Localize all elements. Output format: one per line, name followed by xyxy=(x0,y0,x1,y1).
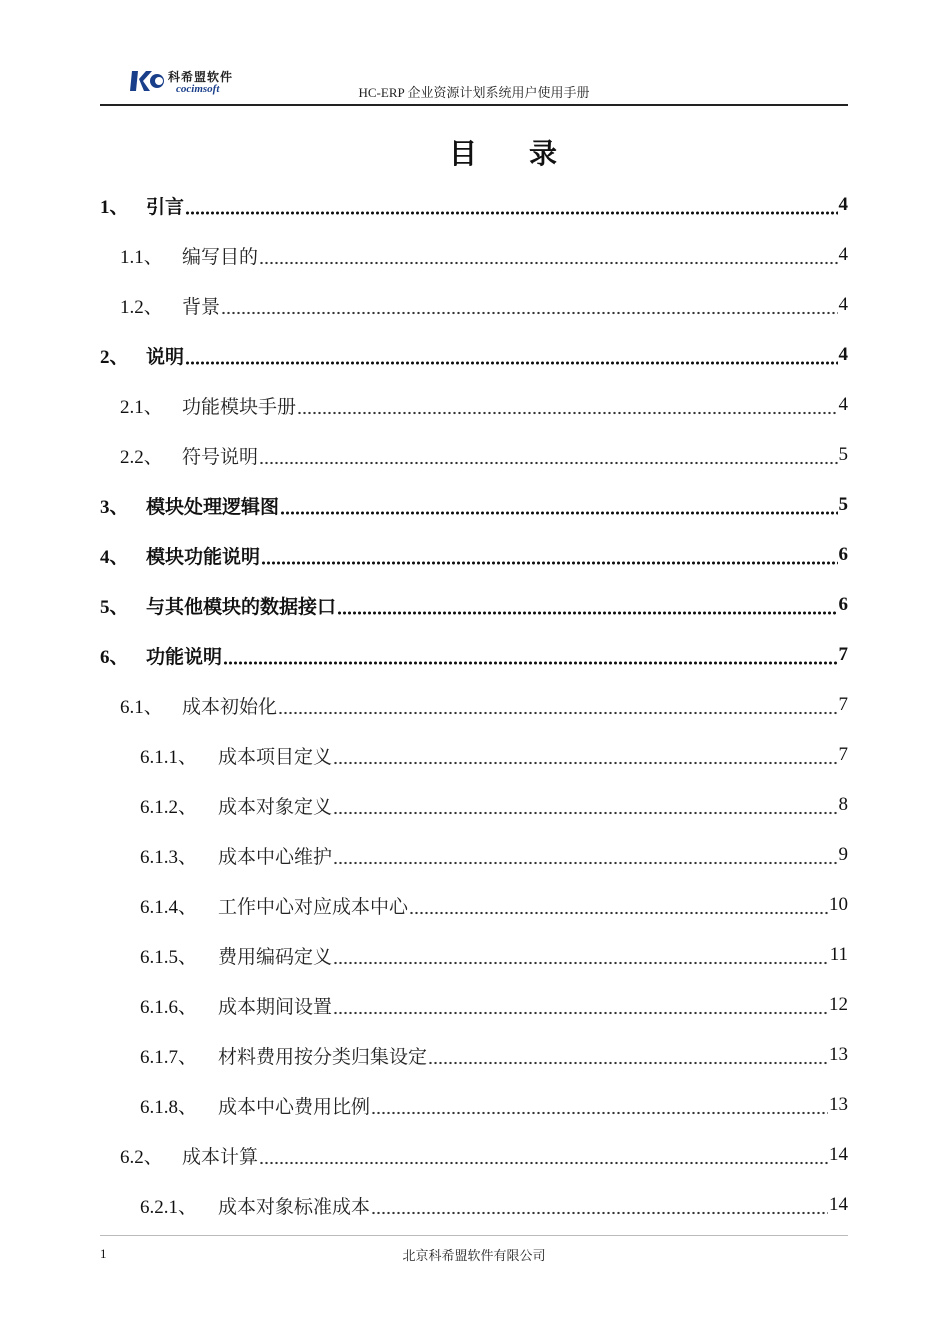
toc-entry-number: 6、 xyxy=(100,646,129,668)
toc-dot-leader xyxy=(259,461,837,465)
toc-entry-page: 10 xyxy=(829,894,848,915)
toc-dot-leader xyxy=(333,961,829,965)
toc-entry[interactable] xyxy=(100,530,848,580)
toc-entry-number: 6.1.2、 xyxy=(140,796,198,818)
toc-entry-page: 11 xyxy=(829,944,848,965)
toc-entry-label: 与其他模块的数据接口 xyxy=(146,595,337,618)
toc-entry-label: 成本项目定义 xyxy=(218,745,333,768)
toc-entry-label: 符号说明 xyxy=(182,445,259,468)
table-of-contents xyxy=(100,180,848,1230)
toc-entry-label: 背景 xyxy=(182,295,221,318)
toc-dot-leader xyxy=(371,1111,828,1115)
toc-entry-page: 4 xyxy=(838,394,848,415)
toc-entry[interactable] xyxy=(100,1130,848,1180)
toc-heading xyxy=(0,132,950,172)
toc-entry-number: 1.1、 xyxy=(120,246,163,268)
toc-entry-page: 12 xyxy=(829,994,848,1015)
page-footer xyxy=(100,1235,848,1266)
toc-entry-label: 材料费用按分类归集设定 xyxy=(218,1045,428,1068)
toc-entry-label: 引言 xyxy=(146,195,185,218)
toc-entry[interactable] xyxy=(100,480,848,530)
toc-entry-number: 6.2.1、 xyxy=(140,1196,198,1218)
toc-entry-page: 4 xyxy=(838,194,848,215)
header-title: HC-ERP 企业资源计划系统用户使用手册 xyxy=(358,85,590,100)
toc-entry[interactable] xyxy=(100,1030,848,1080)
toc-entry[interactable] xyxy=(100,880,848,930)
toc-dot-leader xyxy=(333,861,837,865)
toc-entry-label: 成本计算 xyxy=(182,1145,259,1168)
toc-dot-leader xyxy=(297,411,837,415)
toc-entry-page: 14 xyxy=(829,1194,848,1215)
toc-heading-char-1: 目 xyxy=(448,137,481,170)
toc-entry-page: 13 xyxy=(829,1094,848,1115)
toc-entry-number: 3、 xyxy=(100,496,129,518)
toc-entry-page: 8 xyxy=(838,794,848,815)
toc-entry-page: 7 xyxy=(838,644,848,665)
footer-company: 北京科希盟软件有限公司 xyxy=(402,1249,546,1264)
toc-entry-label: 费用编码定义 xyxy=(218,945,333,968)
toc-entry-page: 7 xyxy=(838,694,848,715)
toc-entry[interactable] xyxy=(100,730,848,780)
toc-entry[interactable] xyxy=(100,230,848,280)
toc-entry-label: 工作中心对应成本中心 xyxy=(218,895,409,918)
toc-entry-number: 2、 xyxy=(100,346,129,368)
toc-entry[interactable] xyxy=(100,580,848,630)
toc-entry-page: 4 xyxy=(838,344,848,365)
toc-entry-label: 成本期间设置 xyxy=(218,995,333,1018)
toc-dot-leader xyxy=(371,1211,828,1215)
toc-dot-leader xyxy=(259,1161,828,1165)
toc-entry[interactable] xyxy=(100,430,848,480)
toc-entry-number: 1.2、 xyxy=(120,296,163,318)
logo-english-text: cocimsoft xyxy=(176,83,220,95)
toc-entry-page: 5 xyxy=(838,494,848,515)
toc-entry[interactable] xyxy=(100,980,848,1030)
toc-entry-number: 6.1.6、 xyxy=(140,996,198,1018)
toc-entry[interactable] xyxy=(100,780,848,830)
toc-entry-page: 14 xyxy=(829,1144,848,1165)
toc-entry[interactable] xyxy=(100,280,848,330)
toc-dot-leader xyxy=(337,611,837,615)
toc-entry-label: 成本初始化 xyxy=(182,695,278,718)
toc-entry-number: 4、 xyxy=(100,546,129,568)
toc-entry-page: 9 xyxy=(838,844,848,865)
toc-dot-leader xyxy=(261,561,837,565)
toc-dot-leader xyxy=(185,361,837,365)
toc-entry-label: 模块处理逻辑图 xyxy=(146,495,280,518)
toc-dot-leader xyxy=(333,811,837,815)
toc-entry-page: 5 xyxy=(838,444,848,465)
toc-heading-char-2: 录 xyxy=(529,137,562,170)
toc-entry-number: 2.1、 xyxy=(120,396,163,418)
toc-entry-page: 6 xyxy=(838,594,848,615)
toc-entry-label: 成本对象定义 xyxy=(218,795,333,818)
toc-dot-leader xyxy=(278,711,837,715)
toc-entry-number: 6.1、 xyxy=(120,696,163,718)
toc-dot-leader xyxy=(223,661,837,665)
toc-entry-number: 6.1.5、 xyxy=(140,946,198,968)
toc-entry-number: 1、 xyxy=(100,196,129,218)
toc-entry[interactable] xyxy=(100,680,848,730)
toc-entry-page: 4 xyxy=(838,244,848,265)
toc-entry-number: 6.2、 xyxy=(120,1146,163,1168)
toc-entry-number: 6.1.3、 xyxy=(140,846,198,868)
toc-entry-number: 5、 xyxy=(100,596,129,618)
toc-entry-page: 4 xyxy=(838,294,848,315)
toc-dot-leader xyxy=(221,311,837,315)
toc-entry[interactable] xyxy=(100,830,848,880)
footer-page-number: 1 xyxy=(100,1246,107,1261)
toc-entry-number: 6.1.4、 xyxy=(140,896,198,918)
toc-entry[interactable] xyxy=(100,180,848,230)
toc-entry[interactable] xyxy=(100,1180,848,1230)
toc-entry-label: 说明 xyxy=(146,345,185,368)
toc-entry[interactable] xyxy=(100,630,848,680)
toc-dot-leader xyxy=(259,261,837,265)
toc-entry-label: 成本中心维护 xyxy=(218,845,333,868)
toc-entry-number: 6.1.8、 xyxy=(140,1096,198,1118)
toc-entry[interactable] xyxy=(100,930,848,980)
toc-entry-page: 7 xyxy=(838,744,848,765)
toc-entry-label: 功能模块手册 xyxy=(182,395,297,418)
toc-entry-label: 成本中心费用比例 xyxy=(218,1095,371,1118)
toc-entry-label: 功能说明 xyxy=(146,645,223,668)
toc-entry-label: 编写目的 xyxy=(182,245,259,268)
toc-entry-number: 6.1.7、 xyxy=(140,1046,198,1068)
toc-entry-label: 成本对象标准成本 xyxy=(218,1195,371,1218)
toc-dot-leader xyxy=(280,511,837,515)
toc-dot-leader xyxy=(409,911,828,915)
toc-entry-page: 6 xyxy=(838,544,848,565)
toc-dot-leader xyxy=(428,1061,828,1065)
toc-entry[interactable] xyxy=(100,380,848,430)
logo-chinese-text: 科希盟软件 xyxy=(168,70,234,84)
toc-entry-page: 13 xyxy=(829,1044,848,1065)
toc-entry-number: 2.2、 xyxy=(120,446,163,468)
toc-entry[interactable] xyxy=(100,1080,848,1130)
toc-entry[interactable] xyxy=(100,330,848,380)
page-header xyxy=(100,60,848,106)
toc-entry-label: 模块功能说明 xyxy=(146,545,261,568)
toc-dot-leader xyxy=(333,761,837,765)
toc-entry-number: 6.1.1、 xyxy=(140,746,198,768)
toc-dot-leader xyxy=(185,211,837,215)
toc-dot-leader xyxy=(333,1011,828,1015)
